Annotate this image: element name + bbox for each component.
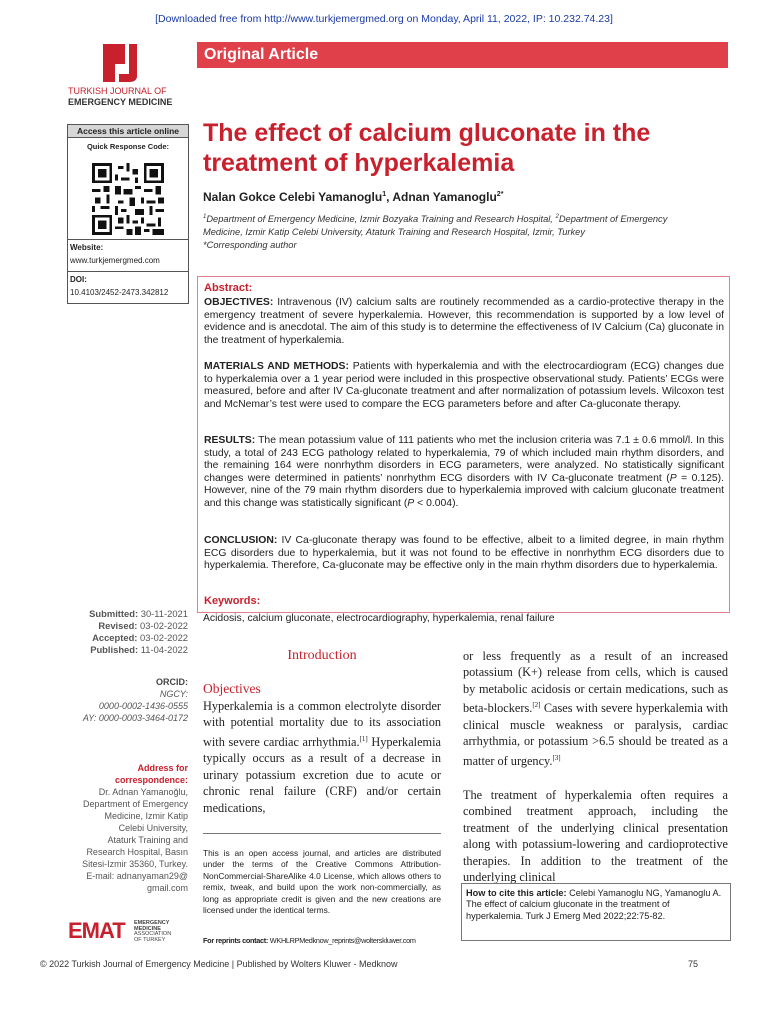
address-line: Ataturk Training and — [107, 835, 188, 845]
published-date — [40, 644, 188, 656]
keywords-heading: Keywords: — [204, 595, 261, 607]
abstract-results — [204, 435, 724, 511]
objectives-label: OBJECTIVES: — [204, 297, 274, 308]
author-list: Nalan Gokce Celebi Yamanoglu$^1$, Adnan Yamanoglu$^{2*}$ — [203, 190, 504, 204]
reference-3[interactable]: [3] — [552, 753, 561, 762]
affil-1: Department of Emergency Medicine, Izmir Bozyaka Training and Research Hospital, — [206, 214, 556, 225]
objectives-text: Intravenous (IV) calcium salts are routinely recommended as a cardio-protective therapy in the emergency treatment of severe hyperkalemia. However, this recommendation is supported by a low level of evidence and is anecdotal. The aim of this study is to determine the effectiveness of IV Calcium (Ca) gluconate in the treatment of hyperkalemia. — [204, 297, 725, 346]
body-column-2 — [463, 648, 728, 769]
page-footer: © 2022 Turkish Journal of Emergency Medicine | Published by Wolters Kluwer - Medknow — [40, 959, 398, 969]
address-heading-2: correspondence: — [114, 775, 188, 785]
abstract-methods — [204, 361, 724, 411]
orcid-block — [40, 676, 188, 724]
body-text: Hyperkalemia typically occurs as a result of a decrease in urinary potassium excretion due to acute or chronic renal failure (CRF) and/or certain medications, — [203, 734, 441, 815]
reprints-contact — [203, 936, 441, 945]
accepted-date — [40, 632, 188, 644]
address-line: Medicine, Izmir Katip — [104, 811, 188, 821]
introduction-heading: Introduction — [287, 648, 357, 663]
submitted-label: Submitted: — [89, 608, 139, 619]
address-heading-1: Address for — [137, 763, 188, 773]
divider — [68, 239, 188, 240]
revised-value: 03-02-2022 — [137, 620, 188, 631]
accepted-value: 03-02-2022 — [137, 632, 188, 643]
emat-sub-3: ASSOCIATION — [134, 931, 172, 937]
author-1-sup: 1 — [382, 191, 387, 198]
address-line: gmail.com — [146, 883, 188, 893]
accepted-label: Accepted: — [92, 632, 138, 643]
results-text-1: The mean potassium value of 111 patients who met the inclusion criteria was 7.1 ± 0.6 mmol/l. In this study, a total of 243 ECG pathology related to hyperkalemia, 79 of which included main rhythm disorders, and the remaining 164 were nonrhythm disorders in ECG parameters, were analyzed. No statistically significant changes were determined in patients’ nonrhythm ECG disorders with IV Ca-gluconate treatment ( — [204, 435, 724, 484]
doi-label: DOI: — [70, 275, 87, 284]
access-title: Access this article online — [68, 125, 188, 138]
reference-2[interactable]: [2] — [532, 701, 541, 710]
how-to-cite-box — [461, 883, 731, 941]
journal-name-line2: EMERGENCY MEDICINE — [68, 97, 173, 107]
methods-text: Patients with hyperkalemia and with the electrocardiogram (ECG) changes due to hyperkalemia over a 1 year period were included in this prospective observational study. Patients’ ECGs were measured, before and after IV Ca-gluconate treatment and after normalization of potassium levels. Wilcoxon test and McNemar’s test were used to compare the ECG parameters before and after Ca-gluconate therapy. — [204, 361, 724, 410]
methods-label: MATERIALS AND METHODS: — [204, 361, 349, 372]
address-line: Dr. Adnan Yamanoğlu, — [98, 787, 188, 797]
journal-logo — [99, 42, 141, 84]
journal-name — [68, 86, 188, 108]
corresponding-note: *Corresponding author — [203, 240, 297, 251]
emat-sub-4: OF TURKEY — [134, 936, 166, 943]
objectives-heading: Objectives — [203, 681, 261, 696]
emat-sub-2: MEDICINE — [134, 925, 161, 932]
affiliations — [203, 211, 703, 252]
conclusion-text: IV Ca-gluconate therapy was found to be effective, albeit to a limited degree, in main rhythm ECG disorders due to hyperkalemia, but it was not found to be effective in nonrhythm ECG disorders due to hyperkalemia. Therefore, Ca-gluconate may be effective only in the main rhythm disorders due to hyperkalemia. — [204, 535, 724, 572]
body-column-2-paragraph-2: The treatment of hyperkalemia often requires a combined treatment approach, including the treatment of the underlying clinical presentation along with potassium-lowering and cardioprotective therapies. In addition to the treatment of the underlying clinical — [463, 788, 728, 885]
abstract-conclusion — [204, 535, 724, 573]
results-text-3: < 0.004). — [414, 497, 459, 509]
results-label: RESULTS: — [204, 435, 256, 446]
submitted-value: 30-11-2021 — [138, 608, 188, 619]
conclusion-label: CONCLUSION: — [204, 535, 278, 546]
emat-logo-text: EMAT — [68, 918, 125, 943]
revised-label: Revised: — [98, 620, 138, 631]
abstract-heading: Abstract: — [204, 282, 253, 294]
submitted-date — [40, 608, 188, 620]
emat-logo-subtitle — [134, 921, 171, 943]
correspondence-address — [40, 762, 188, 894]
affil-sup-1: 1 — [203, 214, 207, 220]
article-type-banner: Original Article — [197, 42, 728, 68]
address-line: Celebi University, — [118, 823, 188, 833]
download-notice: [Downloaded free from http://www.turkjemergmed.org on Monday, April 11, 2022, IP: 10.232.74.23] — [155, 13, 613, 25]
orcid-ngcy: 0000-0002-1436-0555 — [98, 701, 188, 711]
body-column-1 — [203, 698, 441, 816]
page-number: 75 — [688, 959, 699, 969]
cite-label: How to cite this article: — [466, 888, 567, 898]
address-line: Sitesi-Izmir 35360, Turkey. — [82, 859, 188, 869]
results-p-2: P — [407, 497, 415, 509]
revised-date — [40, 620, 188, 632]
reprints-email[interactable]: WKHLRPMedknow_reprints@wolterskluwer.com — [268, 936, 416, 945]
orcid-ay: AY: 0000-0003-3464-0172 — [82, 713, 188, 723]
author-2: Adnan Yamanoglu — [392, 190, 497, 204]
body-text: or less frequently as a result of an increased potassium (K+) release from cells, which is caused by metabolic acidosis or certain medications, such as beta-blockers. — [463, 649, 728, 716]
author-2-sup: 2* — [496, 191, 504, 198]
qr-label: Quick Response Code: — [86, 142, 170, 151]
affil-sup-2: 2 — [555, 214, 559, 220]
body-text: Hyperkalemia is a common electrolyte disorder with potential mortality due to its association with severe cardiac arrhythmia. — [203, 699, 441, 749]
reprints-label: For reprints contact: — [203, 936, 269, 945]
affil-2: Department of Emergency Medicine, Izmir Katip Celebi University, Ataturk Training and Research Hospital, Izmir, Turkey — [203, 214, 668, 238]
website-label: Website: — [70, 243, 104, 252]
journal-name-line1: TURKISH JOURNAL OF — [68, 86, 167, 96]
doi-value[interactable]: 10.4103/2452-2473.342812 — [70, 288, 169, 297]
emat-logo — [68, 918, 178, 944]
results-p-1: P — [669, 472, 677, 484]
cite-text: Celebi Yamanoglu NG, Yamanoglu A. The effect of calcium gluconate in the treatment of hyperkalemia. Turk J Emerg Med 2022;22:75-82. — [466, 888, 722, 921]
address-line: Department of Emergency — [82, 799, 188, 809]
orcid-ngcy-label: NGCY: — [159, 689, 188, 699]
published-label: Published: — [90, 644, 139, 655]
open-access-notice: This is an open access journal, and articles are distributed under the terms of the Creative Commons Attribution-NonCommercial-ShareAlike 4.0 License, which allows others to remix, tweak, and build upon the work non-commercially, as long as appropriate credit is given and the new creations are licensed under the identical terms. — [203, 833, 441, 916]
abstract-box — [197, 276, 730, 613]
published-value: 11-04-2022 — [138, 644, 188, 655]
keywords-text: Acidosis, calcium gluconate, electrocardiography, hyperkalemia, renal failure — [203, 613, 555, 624]
article-dates — [40, 608, 188, 656]
body-text: Cases with severe hyperkalemia with clinical muscle weakness or paralysis, cardiac arrhythmia, or potassium >6.5 should be treated as a matter of urgency. — [463, 701, 728, 768]
divider — [68, 271, 188, 272]
results-text-2: = 0.125). However, nine of the 79 main rhythm disorders due to hyperkalemia improved with calcium gluconate treatment and this change was statistically significant ( — [204, 472, 724, 509]
abstract-objectives — [204, 297, 724, 347]
emat-sub-1: EMERGENCY — [134, 920, 170, 926]
reference-1[interactable]: [1] — [359, 734, 368, 743]
access-online-box — [67, 124, 189, 304]
website-link[interactable]: www.turkjemergmed.com — [70, 256, 160, 265]
address-line: Research Hospital, Basın — [86, 847, 188, 857]
author-1: Nalan Gokce Celebi Yamanoglu — [203, 190, 383, 204]
qr-code-icon[interactable] — [92, 163, 164, 235]
orcid-heading: ORCID: — [156, 677, 188, 687]
address-line: E-mail: adnanyaman29@ — [86, 871, 188, 881]
article-title: The effect of calcium gluconate in the treatment of hyperkalemia — [203, 119, 651, 177]
